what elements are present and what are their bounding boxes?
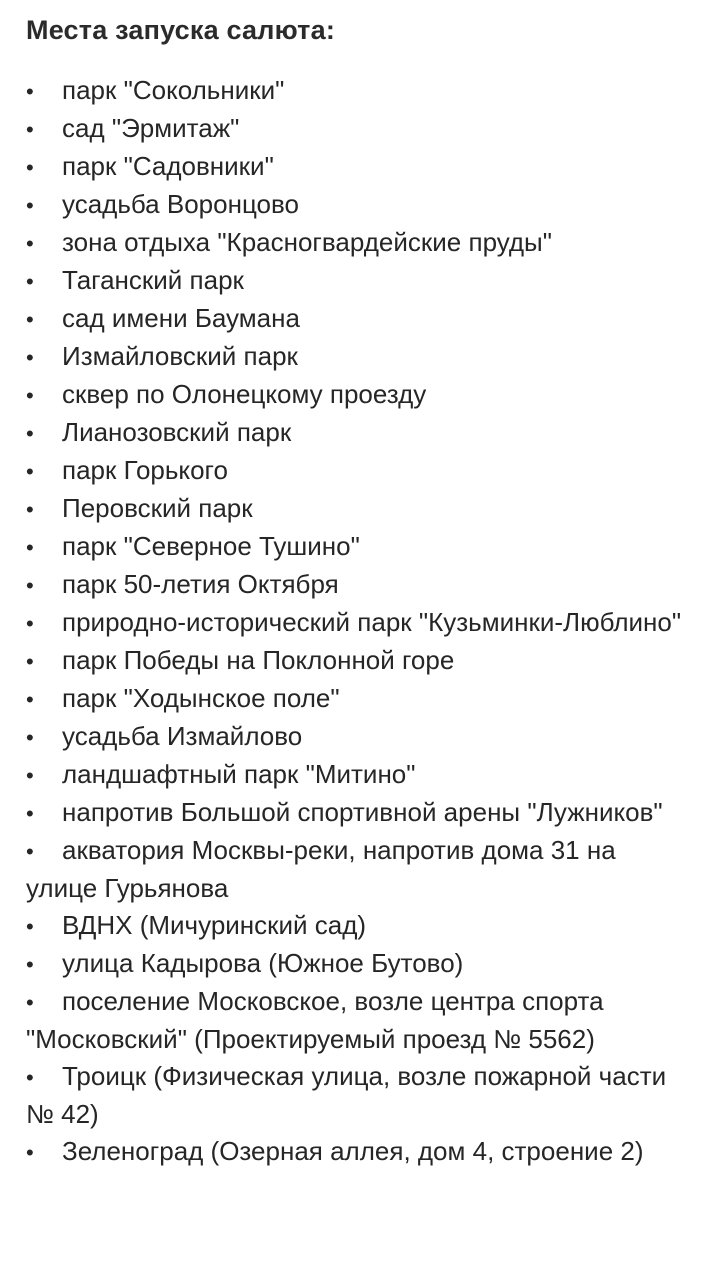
list-item-text: Троицк (Физическая улица, возле пожарной части № 42) [26, 1061, 667, 1129]
bullet-icon: • [26, 535, 34, 560]
list-item-text: парк Победы на Поклонной горе [62, 645, 455, 675]
bullet-icon: • [26, 497, 34, 522]
list-item [26, 1133, 686, 1171]
bullet-icon: • [26, 421, 34, 446]
section-heading: Места запуска салюта: [26, 15, 336, 45]
list-item [26, 718, 686, 756]
list-item [26, 945, 686, 983]
bullet-icon: • [26, 914, 34, 939]
list-item-text: парк "Садовники" [62, 151, 274, 181]
bullet-icon: • [26, 839, 34, 864]
list-item-text: сад "Эрмитаж" [62, 113, 240, 143]
list-item-text: парк "Сокольники" [62, 75, 285, 105]
list-item [26, 148, 686, 186]
list-item-text: напротив Большой спортивной арены "Лужников" [62, 797, 663, 827]
list-item-text: сквер по Олонецкому проезду [62, 379, 427, 409]
list-item [26, 452, 686, 490]
list-item-text: сад имени Баумана [62, 303, 300, 333]
bullet-icon: • [26, 952, 34, 977]
bullet-icon: • [26, 193, 34, 218]
bullet-icon: • [26, 801, 34, 826]
list-item-text: акватория Москвы-реки, напротив дома 31 на улице Гурьянова [26, 835, 616, 903]
list-item-text: парк "Северное Тушино" [62, 531, 360, 561]
bullet-icon: • [26, 383, 34, 408]
list-item [26, 414, 686, 452]
list-item [26, 794, 686, 832]
list-item-text: Лианозовский парк [62, 417, 292, 447]
list-item [26, 604, 686, 642]
list-item-text: Измайловский парк [62, 341, 298, 371]
list-item [26, 642, 686, 680]
list-item-text: усадьба Измайлово [62, 721, 303, 751]
list-item [26, 680, 686, 718]
bullet-icon: • [26, 990, 34, 1015]
list-item [26, 300, 686, 338]
bullet-icon: • [26, 1140, 34, 1165]
list-item [26, 528, 686, 566]
bullet-icon: • [26, 725, 34, 750]
bullet-icon: • [26, 155, 34, 180]
list-item-text: Таганский парк [62, 265, 244, 295]
list-item [26, 983, 686, 1058]
bullet-icon: • [26, 611, 34, 636]
bullet-icon: • [26, 459, 34, 484]
list-item-text: природно-исторический парк "Кузьминки-Люблино" [62, 607, 682, 637]
list-item [26, 262, 686, 300]
list-item [26, 1058, 686, 1133]
list-item-text: ВДНХ (Мичуринский сад) [62, 910, 367, 940]
list-item [26, 566, 686, 604]
list-item [26, 224, 686, 262]
bullet-icon: • [26, 79, 34, 104]
list-item-text: Перовский парк [62, 493, 253, 523]
list-item [26, 756, 686, 794]
bullet-icon: • [26, 649, 34, 674]
launch-sites-list [26, 72, 686, 1171]
bullet-icon: • [26, 573, 34, 598]
list-item [26, 110, 686, 148]
list-item-text: усадьба Воронцово [62, 189, 299, 219]
bullet-icon: • [26, 687, 34, 712]
list-item-text: зона отдыха "Красногвардейские пруды" [62, 227, 552, 257]
list-item [26, 338, 686, 376]
bullet-icon: • [26, 307, 34, 332]
list-item-text: ландшафтный парк "Митино" [62, 759, 416, 789]
bullet-icon: • [26, 345, 34, 370]
bullet-icon: • [26, 231, 34, 256]
list-item-text: парк Горького [62, 455, 228, 485]
bullet-icon: • [26, 1065, 34, 1090]
list-item [26, 832, 686, 907]
list-item [26, 907, 686, 945]
list-item [26, 186, 686, 224]
list-item-text: парк 50-летия Октября [62, 569, 339, 599]
bullet-icon: • [26, 763, 34, 788]
list-item [26, 490, 686, 528]
list-item [26, 376, 686, 414]
bullet-icon: • [26, 269, 34, 294]
list-item [26, 72, 686, 110]
list-item-text: улица Кадырова (Южное Бутово) [62, 948, 464, 978]
list-item-text: парк "Ходынское поле" [62, 683, 340, 713]
list-item-text: поселение Московское, возле центра спорта "Московский" (Проектируемый проезд № 5562) [26, 986, 604, 1054]
bullet-icon: • [26, 117, 34, 142]
list-item-text: Зеленоград (Озерная аллея, дом 4, строение 2) [62, 1136, 644, 1166]
